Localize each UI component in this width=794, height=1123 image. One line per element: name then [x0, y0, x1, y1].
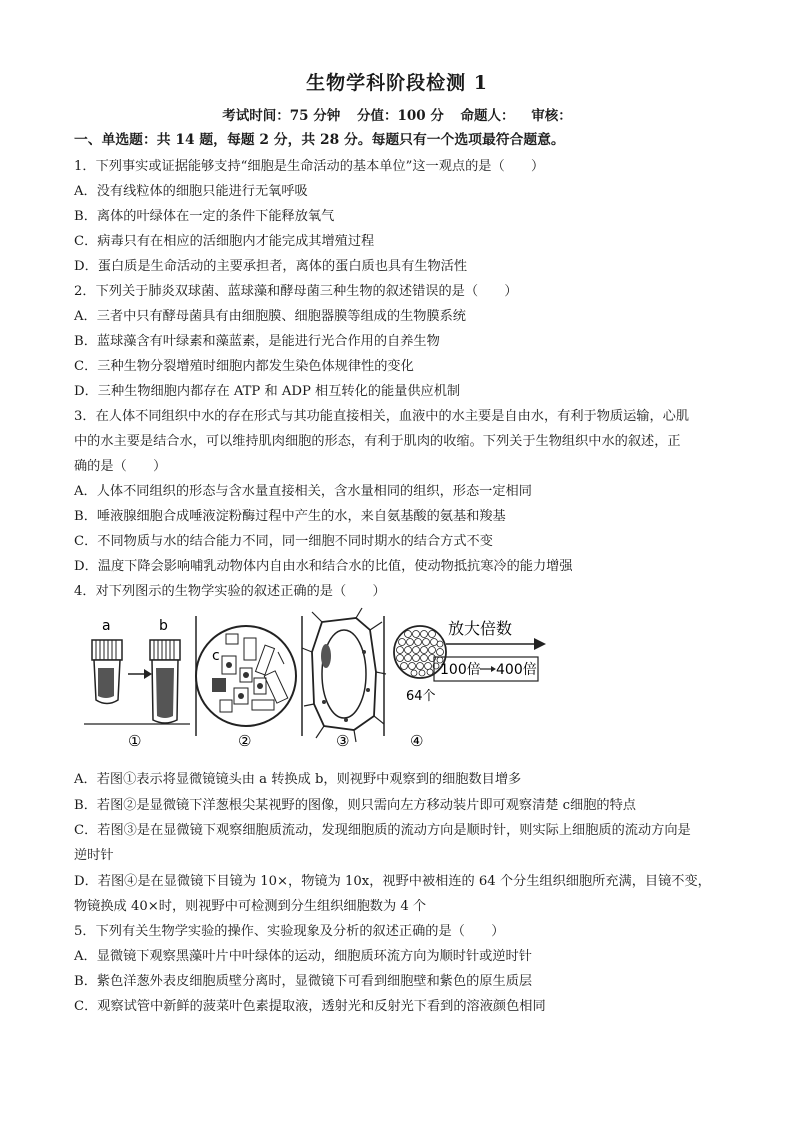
q4-option-b: B．若图②是显微镜下洋葱根尖某视野的图像，则只需向左方移动装片即可观察清楚 c细胞的特点 — [74, 798, 636, 813]
panel-number-4: ④ — [410, 732, 424, 750]
q5-option-a: A．显微镜下观察黑藻叶片中叶绿体的运动，细胞质环流方向为顺时针或逆时针 — [74, 949, 532, 964]
q5-stem: 5．下列有关生物学实验的操作、实验现象及分析的叙述正确的是（ ） — [74, 924, 505, 939]
lens-arrow-head — [144, 669, 152, 679]
q3-stem-line3: 确的是（ ） — [74, 459, 167, 474]
exam-reviewer: 审核： — [531, 108, 572, 124]
panel-1-lenses — [84, 618, 190, 750]
nucleus — [321, 644, 331, 668]
q2-option-b: B．蓝球藻含有叶绿素和藻蓝素，是能进行光合作用的自养生物 — [74, 334, 440, 349]
q2-option-d: D．三种生物细胞内都存在 ATP 和 ADP 相互转化的能量供应机制 — [74, 384, 461, 399]
cell-shape — [212, 678, 226, 692]
q2-option-a: A．三者中只有酵母菌具有由细胞膜、细胞器膜等组成的生物膜系统 — [74, 309, 466, 324]
magnification-from: 100倍 — [440, 662, 481, 678]
q4-option-a: A．若图①表示将显微镜镜头由 a 转换成 b，则视野中观察到的细胞数目增多 — [74, 772, 522, 787]
label-b: b — [159, 618, 168, 634]
label-c: c — [212, 648, 220, 664]
lens-b-glass — [156, 668, 174, 718]
q4-option-c-line2: 逆时针 — [74, 848, 114, 863]
q2-option-c: C．三种生物分裂增殖时细胞内都发生染色体规律性的变化 — [74, 359, 414, 374]
q2-stem: 2．下列关于肺炎双球菌、蓝球藻和酵母菌三种生物的叙述错误的是（ ） — [74, 284, 518, 299]
section-heading: 一、单选题：共 14 题，每题 2 分，共 28 分。每题只有一个选项最符合题意。 — [74, 132, 565, 148]
exam-time: 考试时间：75 分钟 — [222, 108, 341, 124]
exam-author: 命题人： — [460, 108, 515, 124]
q4-option-d-line1: D．若图④是在显微镜下目镜为 10×，物镜为 10x，视野中被相连的 64 个分生组织细胞所充满，目镜不变， — [74, 874, 711, 889]
q1-option-a: A．没有线粒体的细胞只能进行无氧呼吸 — [74, 184, 308, 199]
q5-option-b: B．紫色洋葱外表皮细胞质壁分离时，显微镜下可看到细胞壁和紫色的原生质层 — [74, 974, 533, 989]
q3-option-a: A．人体不同组织的形态与含水量直接相关，含水量相同的组织，形态一定相同 — [74, 484, 532, 499]
panel-number-3: ③ — [336, 732, 350, 750]
q1-stem: 1．下列事实或证据能够支持“细胞是生命活动的基本单位”这一观点的是（ ） — [74, 159, 545, 174]
exam-info — [0, 104, 794, 124]
microscopy-figure — [84, 612, 564, 752]
q4-figure — [84, 612, 564, 752]
vacuole — [322, 630, 366, 718]
magnification-arrow-head — [534, 638, 546, 650]
panel-4-magnification — [394, 619, 546, 750]
panel-number-2: ② — [238, 732, 252, 750]
q4-option-d-line2: 物镜换成 40×时，则视野中可检测到分生组织细胞数为 4 个 — [74, 899, 427, 914]
panel-number-1: ① — [128, 732, 142, 750]
q3-option-c: C．不同物质与水的结合能力不同，同一细胞不同时期水的结合方式不变 — [74, 534, 493, 549]
q5-option-c: C．观察试管中新鲜的菠菜叶色素提取液，透射光和反射光下看到的溶液颜色相同 — [74, 999, 546, 1014]
q4-option-c-line1: C．若图③是在显微镜下观察细胞质流动，发现细胞质的流动方向是顺时针，则实际上细胞质的流动方向是 — [74, 823, 691, 838]
q3-option-d: D．温度下降会影响哺乳动物体内自由水和结合水的比值，使动物抵抗寒冷的能力增强 — [74, 559, 573, 574]
q4-stem: 4．对下列图示的生物学实验的叙述正确的是（ ） — [74, 584, 386, 599]
q1-option-b: B．离体的叶绿体在一定的条件下能释放氧气 — [74, 209, 335, 224]
exam-score: 分值：100 分 — [356, 108, 444, 124]
q3-stem-line1: 3．在人体不同组织中水的存在形式与其功能直接相关，血液中的水主要是自由水，有利于物质运输，心肌 — [74, 409, 690, 424]
q3-option-b: B．唾液腺细胞合成唾液淀粉酶过程中产生的水，来自氨基酸的氨基和羧基 — [74, 509, 506, 524]
lens-a-glass — [98, 668, 114, 698]
magnification-to: 400倍 — [496, 662, 537, 678]
label-a: a — [102, 618, 111, 634]
panel-2-root-tip-field — [196, 626, 296, 750]
q1-option-d: D．蛋白质是生命活动的主要承担者，离体的蛋白质也具有生物活性 — [74, 259, 468, 274]
cell-count: 64个 — [406, 689, 436, 704]
page-title: 生物学科阶段检测 1 — [306, 72, 488, 94]
q1-option-c: C．病毒只有在相应的活细胞内才能完成其增殖过程 — [74, 234, 375, 249]
magnification-title: 放大倍数 — [448, 619, 513, 638]
panel-3-plant-cell — [302, 608, 386, 750]
q3-stem-line2: 中的水主要是结合水，可以维持肌肉细胞的形态，有利于肌肉的收缩。下列关于生物组织中水的叙述，正 — [74, 434, 681, 449]
